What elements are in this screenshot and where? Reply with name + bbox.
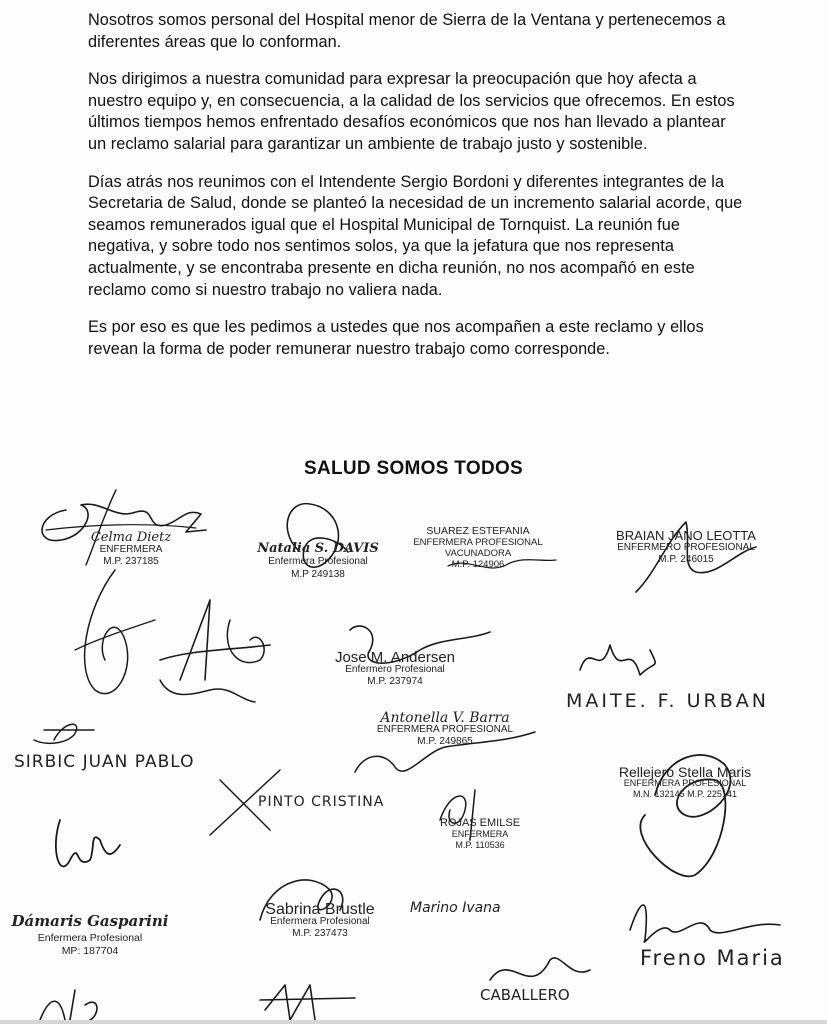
signature-role: ENFERMERA — [451, 829, 509, 839]
signature-name: Sabrina Brustle — [265, 901, 375, 918]
signature-name: Antonella V. Barra — [380, 710, 510, 726]
signature-handwritten-name: Marino Ivana — [410, 900, 501, 916]
signature-license: M.P. 237974 — [367, 676, 423, 687]
signature-license: M.P. 246015 — [658, 554, 714, 565]
page-bottom-edge — [0, 1020, 827, 1024]
signature-license: M.P. 110536 — [455, 840, 505, 850]
signature-license: M.P 249138 — [291, 569, 345, 580]
letter-body — [88, 10, 748, 376]
signature-scribble — [255, 980, 365, 1024]
signature-handwritten-name: CABALLERO — [480, 986, 570, 1004]
signature-role: Enfermera Profesional — [268, 556, 368, 567]
signature-handwritten-name: MAITE. F. URBAN — [566, 690, 769, 712]
signature-role: ENFERMERA PROFESIONAL — [623, 778, 747, 788]
signature-extra: VACUNADORA — [444, 548, 512, 559]
signature-scribble — [30, 985, 110, 1024]
signature-license: MP: 187704 — [61, 945, 119, 957]
signature-role: ENFERMERA — [99, 544, 163, 555]
signature-name: BRAIAN JANO LEOTTA — [616, 528, 756, 543]
signature-scribble-bottom-left — [30, 985, 110, 1024]
slogan-heading: SALUD SOMOS TODOS — [303, 458, 524, 479]
paragraph-meeting: Días atrás nos reunimos con el Intendente Sergio Bordoni y diferentes integrantes de la Secretaria de Salud, donde se planteó la necesidad de un incremento salarial acorde, que seamos remunerados igual que el Hospital Municipal de Tornquist. La reunión fue negativa, y sobre todo nos sentimos solos, ya que la jefatura que nos representa actualmente, y se encontraba presente en dicha reunión, no nos acompañó en este reclamo como si nuestro trabajo no valiera nada. — [88, 172, 743, 299]
signature-name: Jose M. Andersen — [334, 649, 456, 666]
signature-role: Enfermero Profesional — [345, 664, 445, 675]
signature-caballero — [470, 940, 610, 1024]
signature-role: Enfermera Profesional — [37, 932, 143, 944]
signature-jose-andersen — [300, 610, 500, 710]
signature-scribble — [470, 940, 610, 1024]
signature-handwritten-name: Freno Maria — [640, 946, 785, 970]
signature-name: ROJAS EMILSE — [439, 817, 521, 829]
signature-name: Dámaris Gasparini — [11, 912, 169, 930]
signature-braian-leotta — [596, 512, 786, 602]
signature-name: Celma Dietz — [90, 530, 172, 545]
signature-name: Rellejero Stella Maris — [618, 764, 752, 780]
signature-maite-urban — [560, 620, 810, 720]
signature-sirbic — [14, 700, 224, 780]
signature-role: ENFERMERO PROFESIONAL — [617, 542, 755, 553]
signature-handwritten-name: PINTO CRISTINA — [258, 794, 385, 810]
signature-sabrina-brustle — [240, 860, 410, 970]
paragraph-concern: Nos dirigimos a nuestra comunidad para expresar la preocupación que hoy afecta a nuestro equipo y, en consecuencia, a la calidad de los servicios que ofrecemos. En estos últimos tiempos hemos enfrentado desafíos económicos que nos han llevado a plantear un reclamo salarial para garantizar un ambiente de trabajo justo y sostenible. — [88, 70, 735, 153]
signature-scribble-left — [55, 560, 165, 710]
signature-scribble — [55, 560, 165, 710]
signature-scribble-damaris — [40, 800, 130, 900]
signature-natalia-davis — [248, 490, 388, 605]
signature-scribble — [40, 800, 130, 900]
signature-handwritten-name: SIRBIC JUAN PABLO — [14, 752, 195, 772]
signature-marino — [410, 880, 530, 940]
signature-role: Enfermera Profesional — [270, 916, 370, 927]
signature-damaris-gasparini — [10, 912, 180, 985]
signature-scribble-bottom-center — [255, 980, 365, 1024]
paragraph-intro: Nosotros somos personal del Hospital menor de Sierra de la Ventana y pertenecemos a diferentes áreas que lo conforman. — [88, 11, 726, 51]
signature-name: Natalia S. DAVIS — [257, 541, 379, 556]
signature-pinto — [200, 760, 410, 840]
signature-role: ENFERMERA PROFESIONAL — [413, 537, 543, 548]
signature-license: M.P. 237185 — [103, 556, 159, 567]
signature-license: M.P. 237473 — [292, 928, 348, 939]
signature-license: M.P. 124906 — [451, 559, 505, 570]
signature-scribble — [408, 526, 558, 586]
signature-name: SUAREZ ESTEFANIA — [426, 525, 530, 537]
paragraph-request: Es por eso es que les pedimos a ustedes que nos acompañen a este reclamo y ellos revean la forma de poder remunerar nuestro trabajo como corresponde. — [88, 318, 704, 358]
signature-license: M.P. 249865 — [417, 736, 473, 747]
signature-freno-maria — [610, 880, 810, 980]
signature-suarez-estefania — [408, 526, 558, 586]
signature-role: ENFERMERA PROFESIONAL — [376, 724, 514, 735]
signature-rellejero — [585, 735, 805, 885]
signature-rojas-emilse — [420, 780, 550, 870]
signature-license: M.N. 132145 M.P. 225141 — [633, 789, 737, 799]
signature-scribble — [585, 735, 805, 885]
